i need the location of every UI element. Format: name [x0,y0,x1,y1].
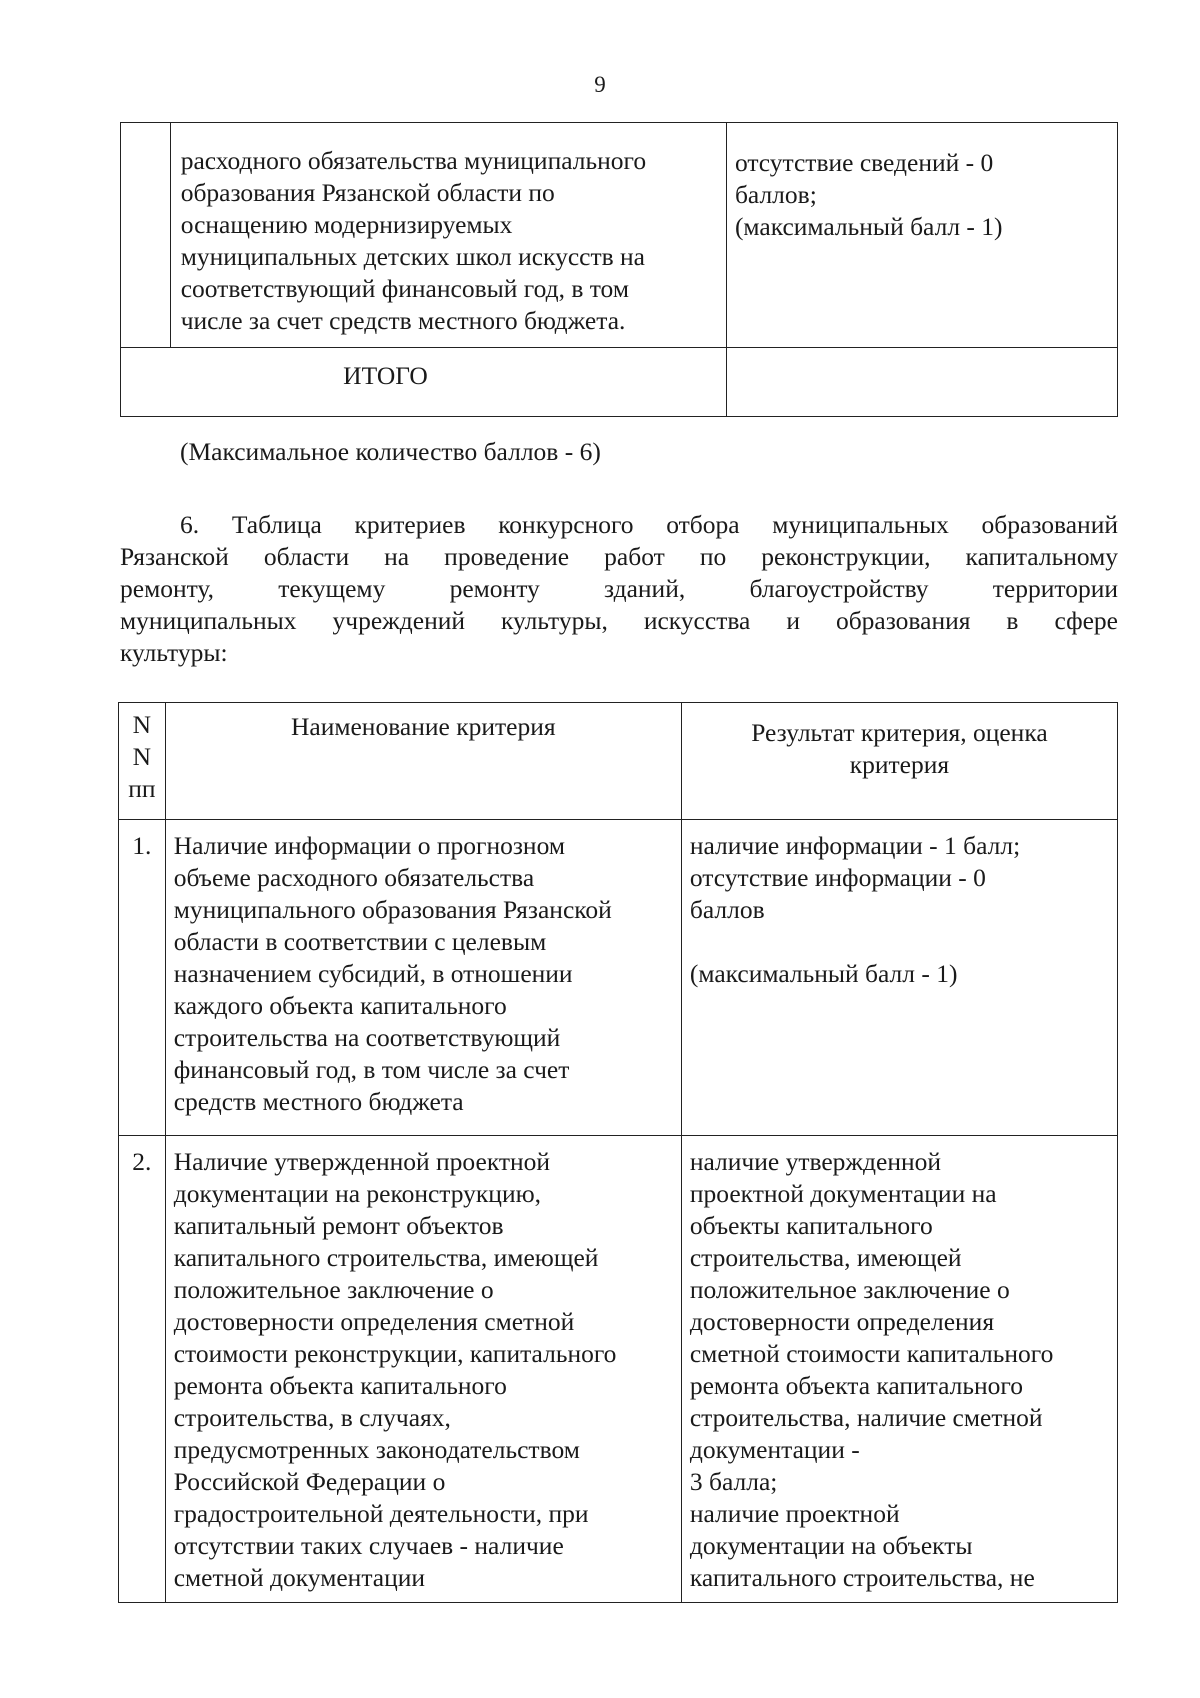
text-line: проектной документации на [689,1179,997,1208]
text-line: положительное заключение о [173,1275,494,1304]
text-line: средств местного бюджета [173,1087,464,1116]
text-line: капитального строительства, имеющей [173,1243,599,1272]
text-line: стоимости реконструкции, капитального [173,1339,617,1368]
header-result-cell [681,703,1117,820]
header-text: N [132,710,152,739]
criterion-result-cell [681,820,1117,1136]
text-line: 3 балла; [689,1467,778,1496]
header-text: критерия [849,750,950,779]
paragraph-line: 6. Таблица критериев конкурсного отбора муниципальных образований [180,510,1118,539]
row-number-cell [121,123,171,348]
text-line: (максимальный балл - 1) [734,212,1003,241]
criterion-name-cell [170,123,726,348]
text-line: ремонта объекта капитального [173,1371,507,1400]
header-text: Результат критерия, оценка [751,718,1048,747]
text-line: расходного обязательства муниципального [180,146,647,175]
text-line: баллов; [734,180,817,209]
max-points-note: (Максимальное количество баллов - 6) [180,437,601,466]
criteria-table [118,702,1118,1603]
text-line: сметной документации [173,1563,426,1592]
text-line: соответствующий финансовый год, в том [180,274,629,303]
text-line: предусмотренных законодательством [173,1435,580,1464]
text-line: строительства, в случаях, [173,1403,451,1432]
text-line: положительное заключение о [689,1275,1010,1304]
page-number: 9 [594,72,606,97]
paragraph-line: муниципальных учреждений культуры, искусства и образования в сфере [120,606,1118,635]
text-line: числе за счет средств местного бюджета. [180,306,626,335]
text-line: отсутствии таких случаев - наличие [173,1531,564,1560]
table-row [119,820,1118,1136]
text-line: достоверности определения сметной [173,1307,575,1336]
blank-line [690,926,1113,958]
text-line: области в соответствии с целевым [173,927,547,956]
text-line: капитальный ремонт объектов [173,1211,504,1240]
text-line: наличие проектной [689,1499,900,1528]
paragraph-line: Рязанской области на проведение работ по реконструкции, капитальному [120,542,1118,571]
table-row [119,1136,1118,1603]
text-line: Российской Федерации о [173,1467,446,1496]
header-number-cell [119,703,166,820]
text-line: наличие утвержденной [689,1147,942,1176]
text-line: финансовый год, в том числе за счет [173,1055,570,1084]
header-name-cell [165,703,681,820]
total-row [121,348,1118,417]
text-line: строительства, наличие сметной [689,1403,1043,1432]
text-line: (максимальный балл - 1) [689,959,958,988]
header-text: пп [128,774,156,803]
text-line: объекты капитального [689,1211,933,1240]
text-line: строительства, имеющей [689,1243,962,1272]
text-line: муниципального образования Рязанской [173,895,612,924]
text-line: документации на реконструкцию, [173,1179,542,1208]
text-line: муниципальных детских школ искусств на [180,242,645,271]
continued-criteria-table [120,122,1118,417]
text-line: ремонта объекта капитального [689,1371,1024,1400]
text-line: образования Рязанской области по [180,178,555,207]
text-line: каждого объекта капитального [173,991,507,1020]
header-text: N [132,742,152,771]
text-line: достоверности определения [689,1307,995,1336]
text-line: отсутствие информации - 0 [689,863,986,892]
text-line: сметной стоимости капитального [689,1339,1054,1368]
header-text: Наименование критерия [290,712,556,741]
criterion-name-cell [165,1136,681,1603]
criterion-name-cell [165,820,681,1136]
table-header-row [119,703,1118,820]
text-line: баллов [689,895,765,924]
text-line: отсутствие сведений - 0 [734,148,994,177]
text-line: документации на объекты [689,1531,973,1560]
table-row [121,123,1118,348]
paragraph-line: ремонту, текущему ремонту зданий, благоустройству территории [120,574,1118,603]
text-line: строительства на соответствующий [173,1023,561,1052]
text-line: оснащению модернизируемых [180,210,513,239]
row-number-cell: 2. [119,1136,166,1603]
text-line: градостроительной деятельности, при [173,1499,589,1528]
total-label-cell [121,348,727,417]
text-line: Наличие утвержденной проектной [173,1147,551,1176]
criterion-result-cell [726,123,1117,348]
criterion-result-cell [681,1136,1117,1603]
paragraph-line: культуры: [120,638,228,667]
section-paragraph [120,509,1118,669]
row-number-cell: 1. [119,820,166,1136]
text-line: объеме расходного обязательства [173,863,535,892]
total-value-cell [726,348,1117,417]
text-line: Наличие информации о прогнозном [173,831,565,860]
text-line: наличие информации - 1 балл; [689,831,1021,860]
text-line: назначением субсидий, в отношении [173,959,573,988]
text-line: документации - [689,1435,860,1464]
text-line: капитального строительства, не [689,1563,1035,1592]
total-label: ИТОГО [343,361,428,390]
